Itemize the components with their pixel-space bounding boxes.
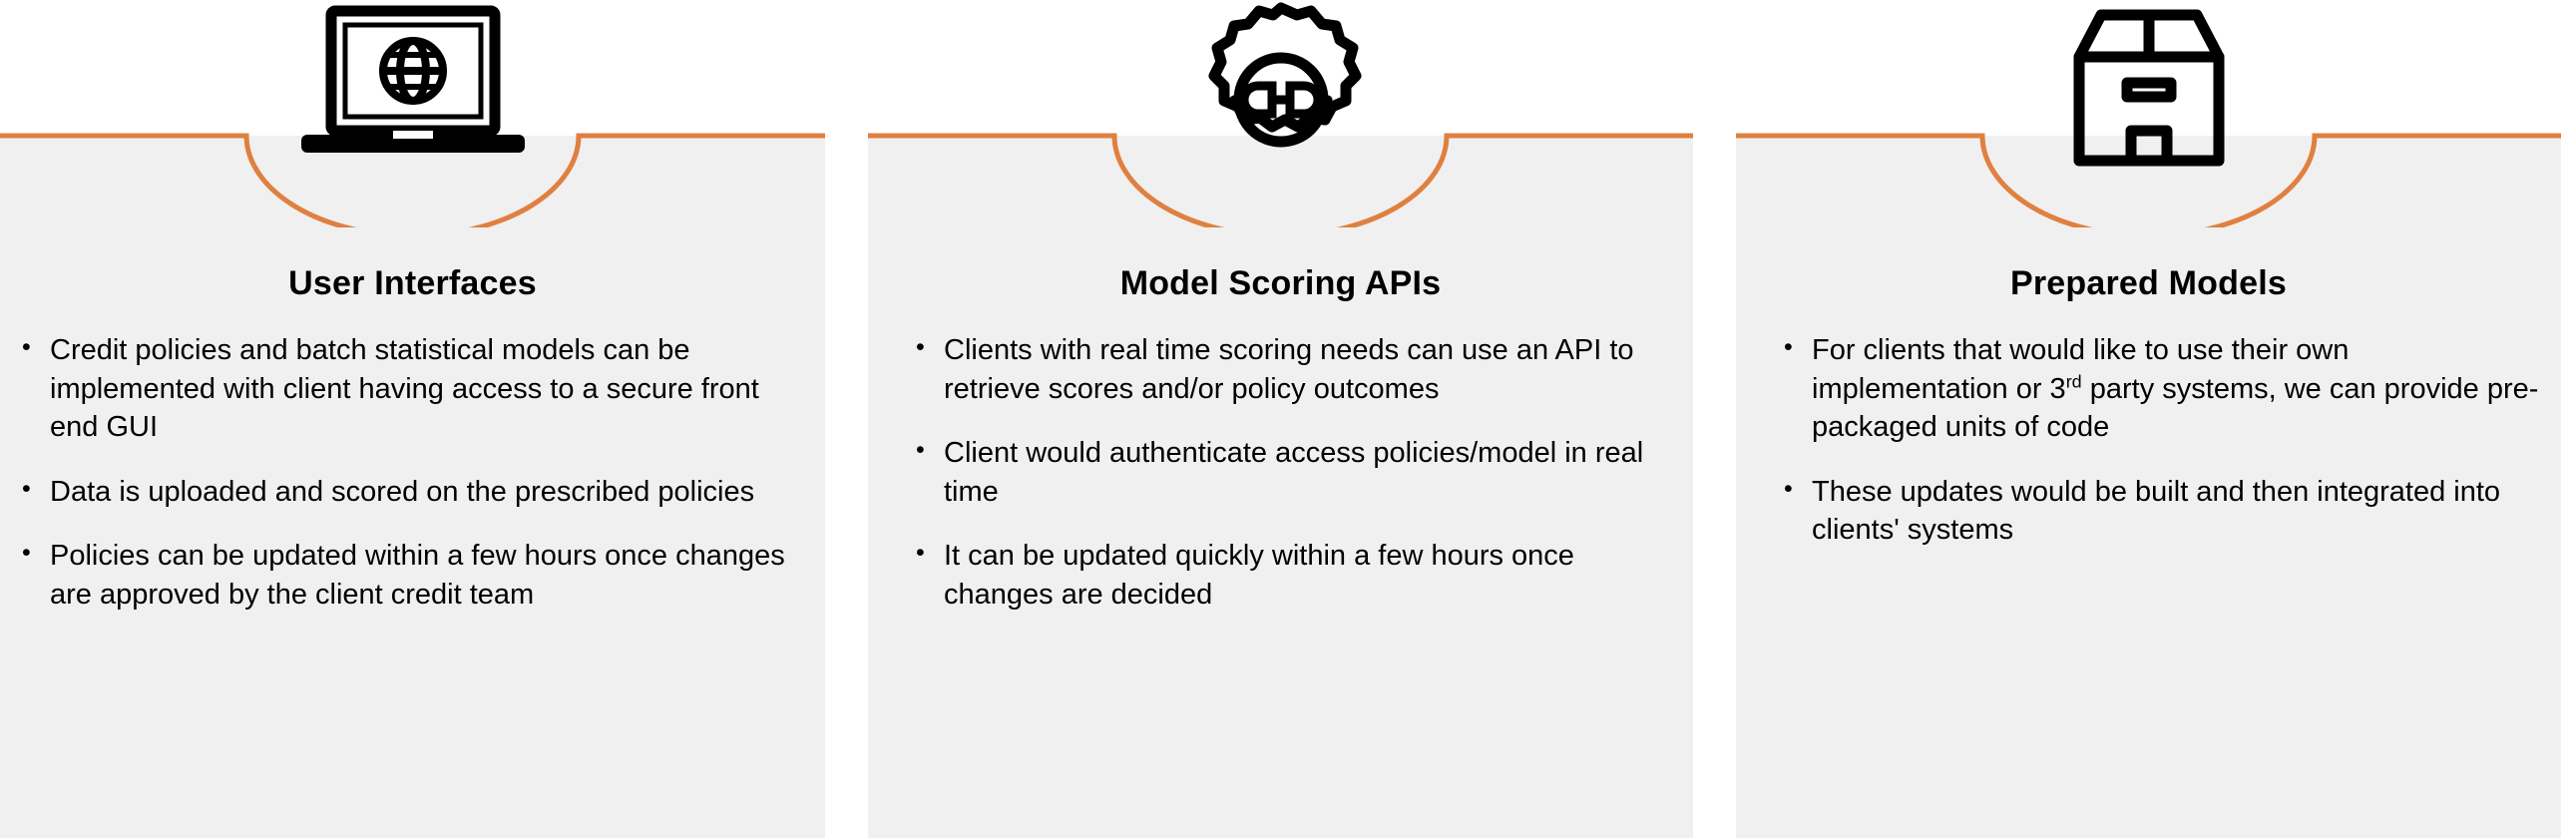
bullet-list <box>22 331 810 639</box>
bullet-marker: • <box>1784 474 1793 503</box>
column-title: Model Scoring APIs <box>1119 264 1442 302</box>
bullet-marker: • <box>916 333 925 361</box>
list-item-text: These updates would be built and then integrated into clients' systems <box>1812 475 2501 547</box>
bullet-marker: • <box>916 539 925 568</box>
list-item-text: Clients with real time scoring needs can use an API to retrieve scores and/or policy outcomes <box>944 334 1634 405</box>
list-item <box>22 473 810 512</box>
bullet-list <box>1784 331 2542 576</box>
list-item <box>916 331 1674 408</box>
list-item <box>1784 331 2542 447</box>
list-item-text: It can be updated quickly within a few hours once changes are decided <box>944 540 1574 611</box>
column-title: Prepared Models <box>2010 264 2287 302</box>
bullet-list <box>916 331 1674 639</box>
list-item <box>22 537 810 614</box>
column-title: User Interfaces <box>288 264 537 302</box>
list-item-text: For clients that would like to use their own implementation or 3rd party systems, we can provide pre-packaged units of code <box>1812 334 2539 444</box>
column-model-scoring-apis <box>868 0 1693 838</box>
list-item <box>22 331 810 447</box>
list-item <box>1784 473 2542 550</box>
bullet-marker: • <box>1784 333 1793 361</box>
bullet-marker: • <box>22 474 31 503</box>
list-item <box>916 537 1674 614</box>
bullet-marker: • <box>22 539 31 568</box>
list-item-text: Policies can be updated within a few hours once changes are approved by the client credit team <box>50 540 785 611</box>
column-user-interfaces <box>0 0 825 838</box>
bullet-marker: • <box>22 333 31 361</box>
list-item-text: Credit policies and batch statistical models can be implemented with client having access to a secure front end GUI <box>50 334 759 444</box>
list-item-text: Data is uploaded and scored on the prescribed policies <box>50 475 755 508</box>
bullet-marker: • <box>916 436 925 465</box>
list-item-text: Client would authenticate access policies/model in real time <box>944 437 1644 508</box>
list-item <box>916 434 1674 511</box>
column-prepared-models <box>1736 0 2561 838</box>
